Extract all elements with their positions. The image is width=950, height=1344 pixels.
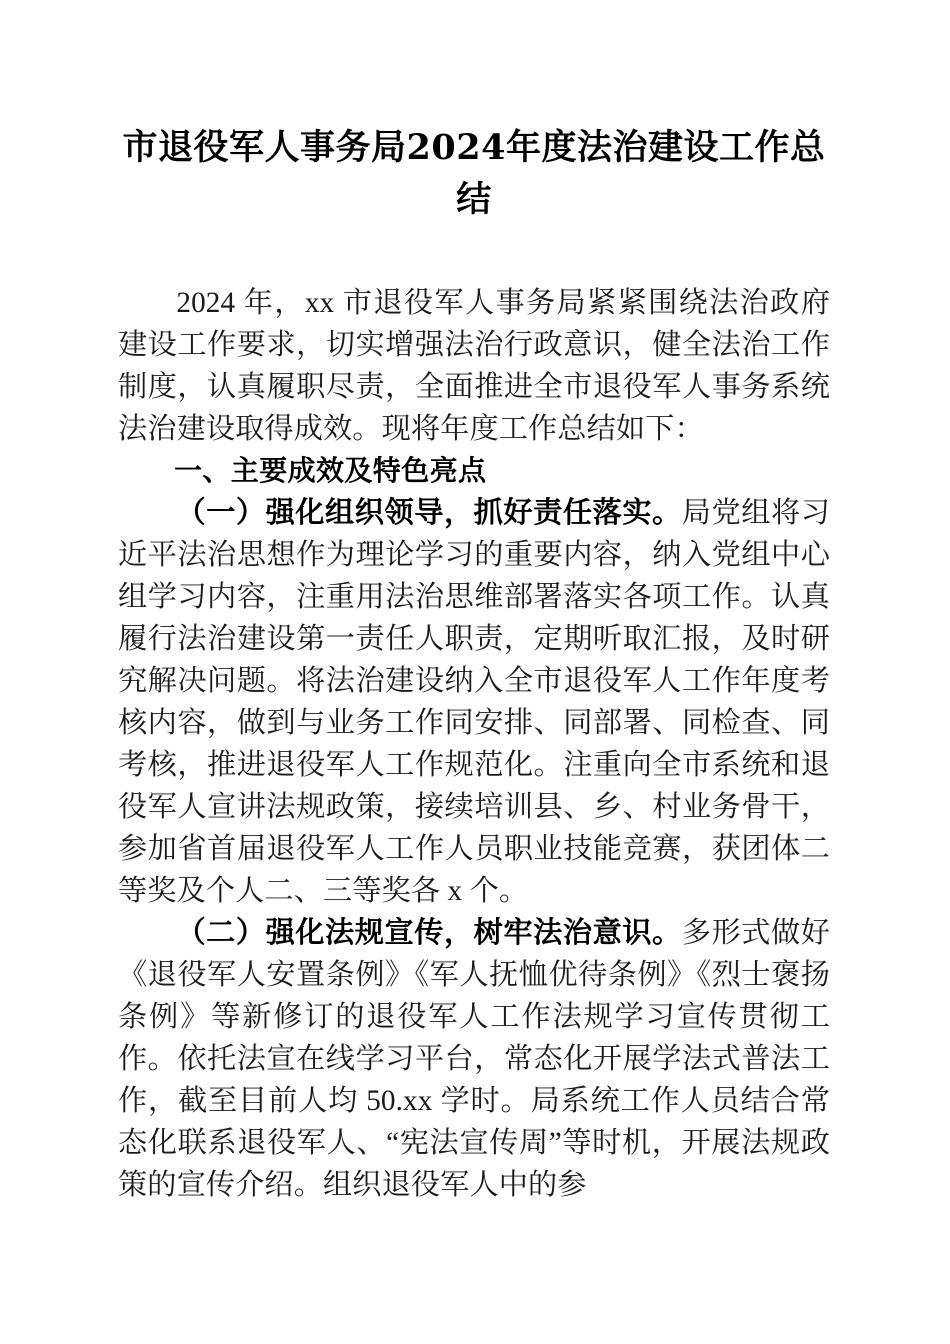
subsection-2-body: 多形式做好《退役军人安置条例》《军人抚恤优待条例》《烈士褒扬条例》等新修订的退役军人工作法规学习宣传贯彻工作。依托法宣在线学习平台，常态化开展学法式普法工作，截至目前人均 50.xx 学时。局系统工作人员结合常态化联系退役军人、“宪法宣传周”等时机，开展法规政策的宣传介绍。组织退役军人中的参 <box>118 917 831 1201</box>
subsection-1-lead: （一）强化组织领导，抓好责任落实。 <box>176 497 682 529</box>
subsection-2-lead: （二）强化法规宣传，树牢法治意识。 <box>176 917 682 949</box>
subsection-paragraph-1 <box>118 492 830 912</box>
page-title: 市退役军人事务局2024年度法治建设工作总结 <box>122 127 826 220</box>
section-heading-1: 一、主要成效及特色亮点 <box>174 454 487 487</box>
subsection-1-body: 局党组将习近平法治思想作为理论学习的重要内容，纳入党组中心组学习内容，注重用法治思维部署落实各项工作。认真履行法治建设第一责任人职责，定期听取汇报，及时研究解决问题。将法治建设纳入全市退役军人工作年度考核内容，做到与业务工作同安排、同部署、同检查、同考核，推进退役军人工作规范化。注重向全市系统和退役军人宣讲法规政策，接续培训县、乡、村业务骨干，参加省首届退役军人工作人员职业技能竞赛，获团体二等奖及个人二、三等奖各 x 个。 <box>118 497 831 907</box>
intro-paragraph: 2024 年，xx 市退役军人事务局紧紧围绕法治政府建设工作要求，切实增强法治行政意识，健全法治工作制度，认真履职尽责，全面推进全市退役军人事务系统法治建设取得成效。现将年度工作总结如下： <box>118 287 830 445</box>
document-content <box>118 0 830 1206</box>
subsection-paragraph-2 <box>118 912 830 1206</box>
